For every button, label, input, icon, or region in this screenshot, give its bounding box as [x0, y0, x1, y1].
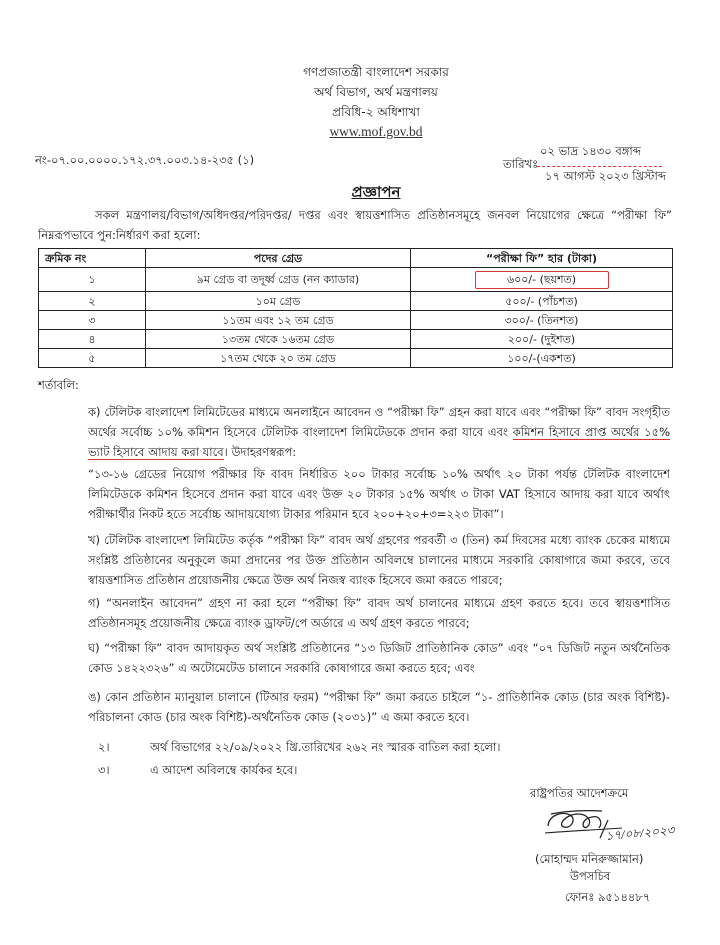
condition-text: “অনলাইন আবেদন” গ্রহণ না করা হলে “পরীক্ষা ফি” বাবদ অর্থ চালানের মাধ্যমে গ্রহণ করতে হবে। তবে স্বায়ত্তশাসিত প্রতিষ্ঠানসমূহ প্রয়োজনীয় ক্ষেত্রে ব্যাংক ড্রাফট/পে অর্ডারে এ অর্থ গ্রহণ করতে পারবে; — [88, 596, 670, 630]
condition-label: ক) — [88, 405, 101, 419]
condition-text: “পরীক্ষা ফি” বাবদ আদায়কৃত অর্থ সংশ্লিষ্ট প্রতিষ্ঠানের “১৩ ডিজিট প্রাতিষ্ঠানিক কোড” এবং “০৭ ডিজিট নতুন অর্থনৈতিক কোড ১৪২২৩২৬” এ অটোমেটেড চালানে সরকারি কোষাগারে জমা করতে হবে; এবং — [88, 641, 670, 675]
notice-title-wrap — [32, 182, 720, 202]
row-serial: ৪ — [39, 330, 146, 349]
condition-text: টেলিটক বাংলাদেশ লিমিটেড কর্তৃক “পরীক্ষা ফি” বাবদ অর্থ গ্রহণের পরবর্তী ৩ (তিন) কর্ম দিবসের মধ্যে ব্যাংক চেকের মাধ্যমে সংশ্লিষ্ট প্রতিষ্ঠানের অনুকূলে জমা প্রদানের পর উক্ত প্রতিষ্ঠান অবিলম্বে চালানের মাধ্যমে সরকারি কোষাগারে জমা করবে, তবে স্বায়ত্তশাসিত প্রতিষ্ঠান প্রয়োজনীয় ক্ষেত্রে উক্ত অর্থ নিজস্ব ব্যাংক হিসেবে জমা করতে পারবে; — [88, 533, 671, 587]
table-header-row — [39, 249, 673, 268]
signatory-designation: উপসচিব — [570, 869, 611, 883]
condition-text: টেলিটক বাংলাদেশ লিমিটেডের মাধ্যমে অনলাইনে আবেদন ও “পরীক্ষা ফি” গ্রহন করা যাবে এবং “পরীক্ষা ফি” বাবদ সংগৃহীত অর্থের সর্বোচ্চ ১০% কমিশন হিসেবে টেলিটক বাংলাদেশ লিমিটেডকে প্রদান করা যাবে এবং — [88, 405, 670, 439]
table-row — [39, 349, 673, 368]
condition-label: খ) — [88, 533, 101, 547]
header-serial: ক্রমিক নং — [39, 249, 146, 268]
order-text: এ আদেশ অবিলম্বে কার্যকর হবে। — [150, 763, 298, 777]
row-serial: ১ — [39, 268, 146, 292]
order-text: অর্থ বিভাগের ২২/০৯/২০২২ খ্রি.তারিখের ২৬২ নং স্মারক বাতিল করা হলো। — [150, 740, 501, 754]
condition-uma — [88, 687, 670, 727]
condition-kha — [88, 530, 670, 590]
calculation-example: “১৩-১৬ গ্রেডের নিয়োগ পরীক্ষার ফি বাবদ নির্ধারিত ২০০ টাকার সর্বোচ্চ ১০% অর্থাৎ ২০ টাকা পর্যন্ত টেলিটক বাংলাদেশ লিমিটেডকে কমিশন হিসেবে প্রদান করা যাবে এবং উক্ত ২০ টাকার ১৫% অর্থাৎ ৩ টাকা VAT হিসাবে আদায় করা যাবে অর্থাৎ পরীক্ষার্থীর নিকট হতে সর্বোচ্চ আদায়যোগ্য টাকার পরিমান হবে ২০০+২০+৩=২২৩ টাকা”। — [88, 467, 670, 521]
condition-label: ঘ) — [88, 641, 100, 655]
intro-paragraph: সকল মন্ত্রণালয়/বিভাগ/অধিদপ্তর/পরিদপ্তর/ দপ্তর এবং স্বায়ত্তশাসিত প্রতিষ্ঠানসমূহে জনবল নিয়োগের ক্ষেত্রে “পরীক্ষা ফি” নিম্নরূপভাবে পুন:নির্ধারণ করা হলো: — [38, 208, 672, 242]
date-separator-line — [537, 166, 662, 167]
notice-title: প্রজ্ঞাপন — [351, 183, 401, 201]
order-label: ২। — [98, 740, 110, 754]
signature-block — [0, 785, 720, 906]
division-name: অর্থ বিভাগ, অর্থ মন্ত্রণালয় — [314, 85, 438, 99]
date-label: তারিখঃ — [503, 157, 539, 171]
header-grade: পদের গ্রেড — [146, 249, 411, 268]
row-serial: ২ — [39, 292, 146, 311]
marked-vat-text: কমিশন হিসাবে প্রাপ্ত অর্থের ১৫% ভ্যাট হিসাবে আদায় করা যাবে — [88, 425, 670, 459]
date-gregorian: ১৭ আগস্ট ২০২৩ খ্রিস্টাব্দ — [545, 169, 666, 183]
by-order-line: রাষ্ট্রপতির আদেশক্রমে — [530, 786, 629, 800]
row-fee: ২০০/- (দুইশত) — [411, 330, 673, 349]
marked-fee: ৬০০/- (ছয়শত) — [475, 271, 609, 289]
condition-label: ঙ) — [88, 690, 101, 704]
condition-text-end: । উদাহরণস্বরূপ: — [223, 445, 297, 459]
order-item — [98, 760, 670, 780]
row-grade: ১৭তম থেকে ২০ তম গ্রেড — [146, 349, 411, 368]
website-url: www.mof.gov.bd — [329, 124, 423, 139]
row-fee-cell — [411, 268, 673, 292]
condition-text: কোন প্রতিষ্ঠান ম্যানুয়াল চালানে (টিআর ফরম) “পরীক্ষা ফি” জমা করতে চাইলে “১- প্রাতিষ্ঠানিক কোড (চার অংক বিশিষ্ট)-পরিচালনা কোড (চার অংক বিশিষ্ট)-অর্থনৈতিক কোড (২০৩১)” এ জমা করতে হবে। — [88, 690, 670, 724]
table-row — [39, 330, 673, 349]
condition-label: গ) — [88, 596, 101, 610]
header-fee: “পরীক্ষা ফি” হার (টাকা) — [411, 249, 673, 268]
signature-date: ১৭/০৮/২০২৩ — [605, 823, 675, 843]
table-row — [39, 292, 673, 311]
row-fee: ৩০০/- (তিনশত) — [411, 311, 673, 330]
row-grade: ৯ম গ্রেড বা তদূর্ধ্ব গ্রেড (নন ক্যাডার) — [146, 268, 411, 292]
branch-name: প্রবিধি-২ অধিশাখা — [332, 105, 420, 119]
condition-ka — [88, 402, 670, 462]
memo-reference-number: নং-০৭.০০.০০০০.১৭২.৩৭.০০৩.১৪-২৩৫ (১) — [35, 153, 255, 167]
signature-stroke — [548, 813, 601, 828]
conditions-heading: শর্তাবলি: — [38, 378, 79, 392]
row-grade: ১১তম এবং ১২ তম গ্রেড — [146, 311, 411, 330]
table-row — [39, 268, 673, 292]
handwritten-signature — [540, 802, 675, 849]
row-grade: ১০ম গ্রেড — [146, 292, 411, 311]
row-fee: ৫০০/- (পাঁচশত) — [411, 292, 673, 311]
order-item — [98, 737, 670, 757]
letterhead — [32, 62, 720, 142]
memo-info — [0, 142, 720, 182]
row-fee: ১০০/-(একশত) — [411, 349, 673, 368]
exam-fee-table — [38, 248, 673, 368]
date-bangla: ০২ ভাদ্র ১৪৩০ বঙ্গাব্দ — [540, 144, 641, 158]
government-name: গণপ্রজাতন্ত্রী বাংলাদেশ সরকার — [303, 65, 449, 79]
condition-ga — [88, 593, 670, 633]
signatory-name: (মোহাম্মদ মনিরুজ্জামান) — [535, 852, 644, 866]
row-serial: ৩ — [39, 311, 146, 330]
order-label: ৩। — [98, 763, 110, 777]
condition-gha — [88, 638, 670, 678]
table-row — [39, 311, 673, 330]
row-serial: ৫ — [39, 349, 146, 368]
signatory-phone: ফোনঃ ৯৫১৪৪৮৭ — [565, 890, 651, 904]
row-grade: ১৩তম থেকে ১৬তম গ্রেড — [146, 330, 411, 349]
